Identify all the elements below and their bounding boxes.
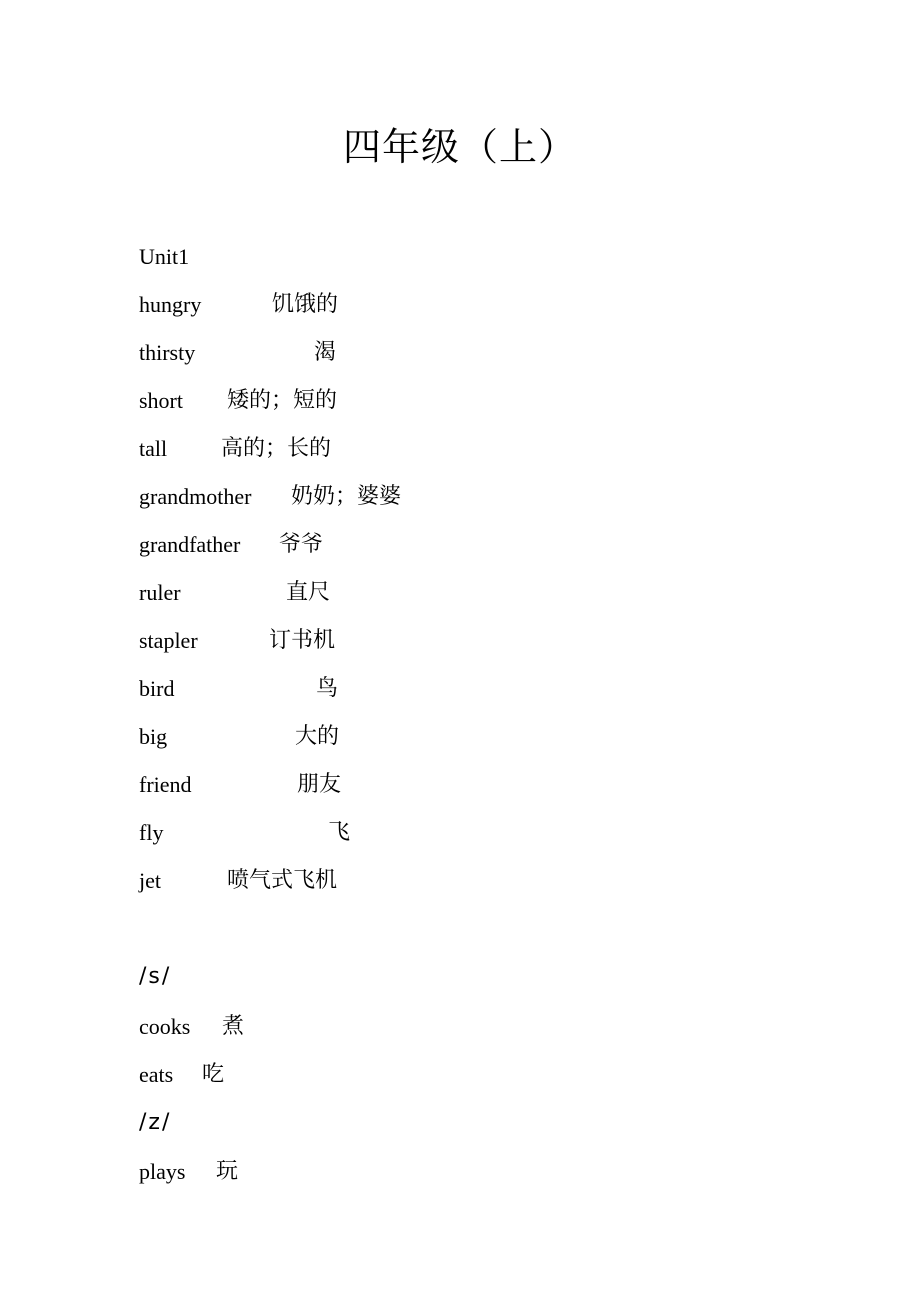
vocab-word: grandmother xyxy=(139,484,252,509)
vocab-meaning: 直尺 xyxy=(286,580,331,605)
vocab-meaning: 爷爷 xyxy=(279,532,324,557)
page-title: 四年级（上） xyxy=(342,125,577,169)
vocab-word: grandfather xyxy=(139,532,241,557)
vocab-meaning: 朋友 xyxy=(297,772,342,797)
vocab-meaning: 鸟 xyxy=(316,676,339,701)
vocab-word: hungry xyxy=(139,292,202,317)
vocab-meaning: 高的；长的 xyxy=(221,436,332,461)
vocab-word: jet xyxy=(139,868,161,893)
vocab-word: tall xyxy=(139,436,168,461)
phonics-meaning: 玩 xyxy=(216,1159,239,1184)
phonics-heading-z: /z/ xyxy=(139,1110,172,1135)
phonics-word: eats xyxy=(139,1062,174,1087)
vocab-meaning: 大的 xyxy=(295,724,340,749)
vocab-word: fly xyxy=(139,820,164,845)
vocab-meaning: 奶奶；婆婆 xyxy=(291,484,402,509)
phonics-meaning: 煮 xyxy=(222,1014,245,1039)
phonics-heading-s: /s/ xyxy=(139,964,172,989)
vocab-meaning: 喷气式飞机 xyxy=(227,868,338,893)
vocab-meaning: 矮的；短的 xyxy=(227,388,338,413)
vocab-word: thirsty xyxy=(139,340,196,365)
unit-heading: Unit1 xyxy=(139,244,190,269)
vocab-word: ruler xyxy=(139,580,181,605)
phonics-meaning: 吃 xyxy=(202,1062,225,1087)
vocab-meaning: 渴 xyxy=(314,340,337,365)
vocab-word: bird xyxy=(139,676,175,701)
phonics-word: cooks xyxy=(139,1014,191,1039)
vocab-word: short xyxy=(139,388,183,413)
vocab-word: friend xyxy=(139,772,192,797)
vocab-word: stapler xyxy=(139,628,198,653)
vocab-meaning: 飞 xyxy=(328,820,351,845)
vocab-meaning: 饥饿的 xyxy=(272,292,339,317)
phonics-word: plays xyxy=(139,1159,186,1184)
vocab-meaning: 订书机 xyxy=(269,628,336,653)
vocab-word: big xyxy=(139,724,168,749)
